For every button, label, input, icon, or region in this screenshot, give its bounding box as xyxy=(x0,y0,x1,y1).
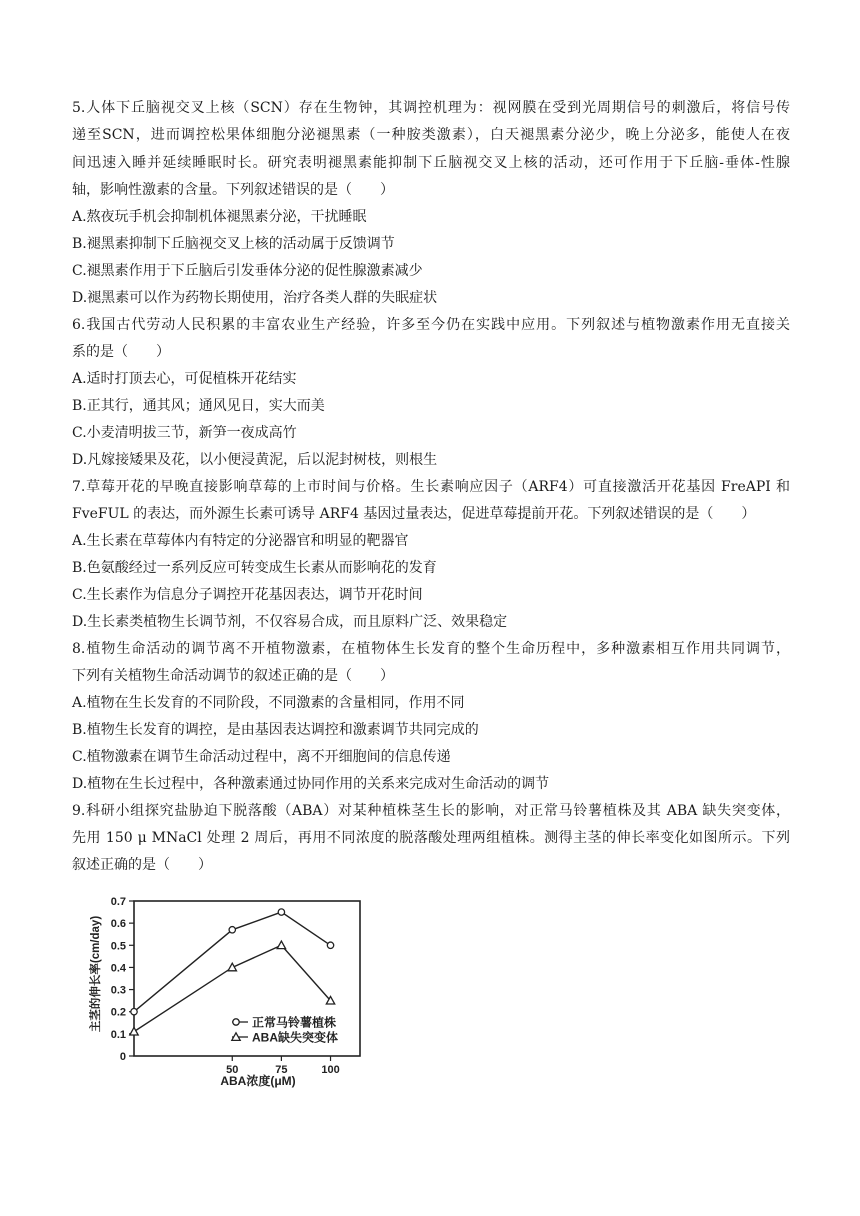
question-stem-line: 下列有关植物生命活动调节的叙述正确的是（ ） xyxy=(72,668,394,684)
data-point xyxy=(327,942,333,948)
option-a: A.生长素在草莓体内有特定的分泌器官和明显的靶器官 xyxy=(72,533,409,549)
option-d: D.生长素类植物生长调节剂，不仅容易合成，而且原料广泛、效果稳定 xyxy=(72,614,508,630)
y-tick-label: 0.2 xyxy=(110,1006,126,1019)
y-axis-ticks xyxy=(111,896,134,1063)
option-c: C.褪黑素作用于下丘脑后引发垂体分泌的促性腺激素减少 xyxy=(72,263,423,279)
y-tick-label: 0.1 xyxy=(110,1028,126,1041)
data-point xyxy=(130,1027,138,1035)
x-axis-ticks xyxy=(226,1056,340,1076)
option-d: D.凡嫁接矮果及花，以小便浸黄泥，后以泥封树枝，则根生 xyxy=(72,452,438,468)
y-tick-label: 0.6 xyxy=(110,918,126,931)
data-point xyxy=(228,963,236,971)
question-stem-line: 先用 150 μ MNaCl 处理 2 周后，再用不同浓度的脱落酸处理两组植株。测得主茎的伸长率变化如图所示。下列 xyxy=(72,830,790,846)
option-b: B.褪黑素抑制下丘脑视交叉上核的活动属于反馈调节 xyxy=(72,236,395,252)
option-b: B.色氨酸经过一系列反应可转变成生长素从而影响花的发育 xyxy=(72,560,437,576)
option-a: A.适时打顶去心，可促植株开花结实 xyxy=(72,371,297,387)
x-tick-label: 50 xyxy=(226,1064,239,1076)
question-stem-line: 叙述正确的是（ ） xyxy=(72,857,212,873)
option-b: B.正其行，通其风；通风见日，实大而美 xyxy=(72,398,325,414)
question-stem-line: 7.草莓开花的早晚直接影响草莓的上市时间与价格。生长素响应因子（ARF4）可直接激活开花基因 FreAPI 和 xyxy=(72,479,790,495)
option-a: A.植物在生长发育的不同阶段，不同激素的含量相同，作用不同 xyxy=(72,695,465,711)
option-d: D.植物在生长过程中，各种激素通过协同作用的关系来完成对生命活动的调节 xyxy=(72,776,550,792)
data-point xyxy=(277,941,285,949)
y-tick-label: 0.5 xyxy=(110,940,126,953)
question-stem-line: 轴，影响性激素的含量。下列叙述错误的是（ ） xyxy=(72,182,394,198)
option-c: C.生长素作为信息分子调控开花基因表达，调节开花时间 xyxy=(72,587,423,603)
question-stem-line: FveFUL 的表达，而外源生长素可诱导 ARF4 基因过量表达，促进草莓提前开花。下列叙述错误的是（ ） xyxy=(72,506,756,522)
question-stem-line: 递至SCN，进而调控松果体细胞分泌褪黑素（一种胺类激素），白天褪黑素分泌少，晚上分泌多，能使人在夜 xyxy=(72,127,790,143)
question-stem-line: 系的是（ ） xyxy=(72,344,170,360)
aba-elongation-chart xyxy=(86,888,396,1098)
data-point xyxy=(229,927,235,933)
option-d: D.褪黑素可以作为药物长期使用，治疗各类人群的失眠症状 xyxy=(72,290,438,306)
option-c: C.植物激素在调节生命活动过程中，离不开细胞间的信息传递 xyxy=(72,749,451,765)
chart-legend xyxy=(232,1015,338,1045)
option-c: C.小麦清明拔三节，新笋一夜成高竹 xyxy=(72,425,297,441)
x-axis-label: ABA浓度(μM) xyxy=(220,1074,296,1088)
question-stem-line: 9.科研小组探究盐胁迫下脱落酸（ABA）对某种植株茎生长的影响，对正常马铃薯植株及其 ABA 缺失突变体， xyxy=(72,803,790,819)
question-stem-line: 5.人体下丘脑视交叉上核（SCN）存在生物钟，其调控机理为：视网膜在受到光周期信号的刺激后，将信号传 xyxy=(72,100,790,116)
y-tick-label: 0 xyxy=(119,1051,126,1063)
data-point xyxy=(131,1009,137,1015)
y-axis-label: 主茎的伸长率(cm/day) xyxy=(90,915,102,1033)
legend-label: 正常马铃薯植株 xyxy=(252,1015,337,1030)
question-stem-line: 8.植物生命活动的调节离不开植物激素，在植物体生长发育的整个生命历程中，多种激素相互作用共同调节， xyxy=(72,641,790,657)
data-point xyxy=(233,1019,239,1025)
option-a: A.熬夜玩手机会抑制机体褪黑素分泌，干扰睡眠 xyxy=(72,209,367,225)
y-tick-label: 0.3 xyxy=(110,984,126,997)
option-b: B.植物生长发育的调控，是由基因表达调控和激素调节共同完成的 xyxy=(72,722,479,738)
x-tick-label: 100 xyxy=(321,1064,340,1076)
y-tick-label: 0.7 xyxy=(110,896,126,908)
legend-label: ABA缺失突变体 xyxy=(252,1030,338,1045)
y-tick-label: 0.4 xyxy=(110,962,126,975)
data-point xyxy=(278,909,284,915)
question-stem-line: 6.我国古代劳动人民积累的丰富农业生产经验，许多至今仍在实践中应用。下列叙述与植物激素作用无直接关 xyxy=(72,317,790,333)
x-tick-label: 75 xyxy=(275,1064,288,1076)
question-stem-line: 间迅速入睡并延续睡眠时长。研究表明褪黑素能抑制下丘脑视交叉上核的活动，还可作用于下丘脑-垂体-性腺 xyxy=(72,155,790,171)
